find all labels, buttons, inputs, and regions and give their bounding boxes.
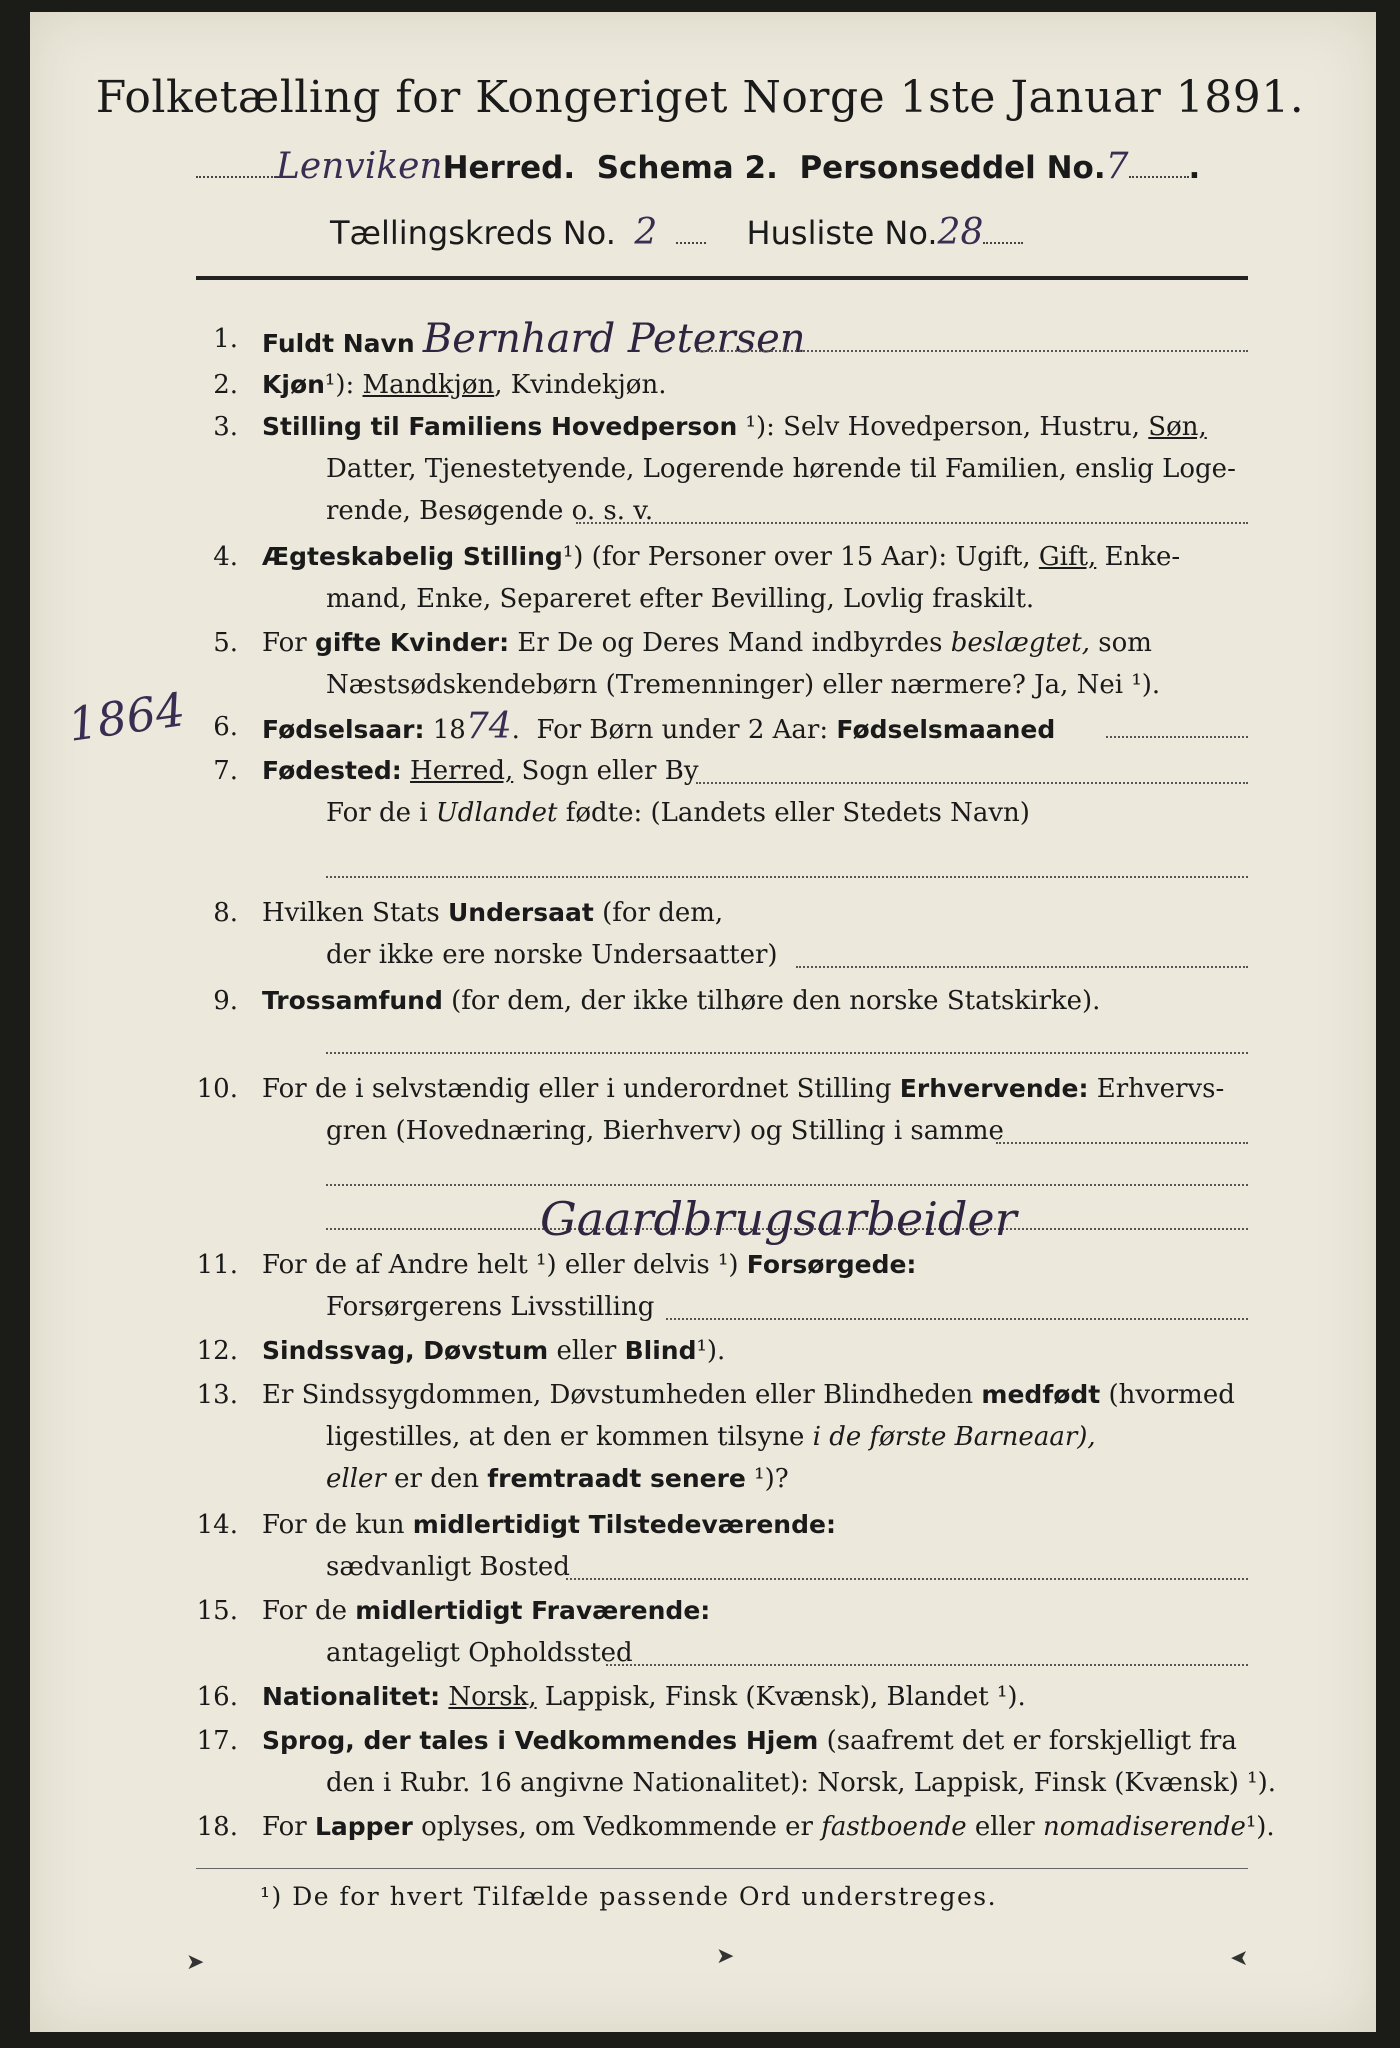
marital-status-options: (for Personer over 15 Aar): Ugift, (591, 542, 1031, 572)
presumed-location-label: antageligt Opholdssted (326, 1638, 633, 1668)
dotted-fill (326, 1052, 1248, 1054)
birth-month-label: Fødselsmaaned (836, 715, 1056, 744)
item-number: 3. (213, 412, 238, 442)
birthplace-label: Fødested: (262, 756, 402, 785)
item-text: Er Sindssygdommen, Døvstumheden eller Blindheden (262, 1380, 974, 1410)
dotted-fill (606, 1664, 1248, 1666)
item-text: oplyses, om Vedkommende er (421, 1812, 813, 1842)
item-text: ligestilles, at den er kommen tilsyne (326, 1422, 805, 1452)
marital-status-options-b: Enke- (1104, 542, 1181, 572)
footnote-divider (196, 1868, 1248, 1869)
corner-mark-icon: ➤ (716, 1944, 735, 1969)
nationality-selected: Norsk, (448, 1682, 537, 1712)
birthplace-selected: Herred, (410, 756, 514, 786)
language-options: den i Rubr. 16 angivne Nationalitet): Norsk, Lappisk, Finsk (Kvænsk) ¹). (326, 1768, 1277, 1798)
item-text: (for dem, der ikke tilhøre den norske Statskirke). (451, 986, 1101, 1016)
occupation-question-cont: gren (Hovednæring, Bierhverv) og Stilling i samme (326, 1116, 1004, 1146)
herred-label: Herred. (442, 150, 576, 186)
dotted-leader (1129, 176, 1189, 178)
item-number: 7. (213, 756, 238, 786)
birth-year-prefix: 18 (432, 715, 466, 745)
item-number: 6. (213, 712, 238, 742)
footnote-marker: ¹). (696, 1336, 726, 1366)
kreds-label: Tællingskreds No. (330, 214, 616, 252)
item-number: 2. (213, 370, 238, 400)
form-subheader: LenvikenHerred. Schema 2. Personseddel No.7 . (196, 146, 1200, 187)
item-number: 10. (196, 1074, 238, 1104)
kreds-number: 2 (634, 212, 658, 253)
footnote-marker: ¹). (1245, 1812, 1275, 1842)
corner-mark-icon: ➤ (1230, 1946, 1249, 1971)
item-text: (hvormed (1108, 1380, 1235, 1410)
item-text-italic: i de første Barneaar), (812, 1422, 1096, 1452)
item-number: 4. (213, 542, 238, 572)
occupation-label: Erhvervende: (899, 1074, 1089, 1103)
item-text-italic: fastboende (821, 1812, 967, 1842)
personseddel-number: 7 (1105, 146, 1129, 187)
husliste-number: 28 (937, 212, 984, 253)
dotted-leader (983, 242, 1023, 244)
item-text: For de i selvstændig eller i underordnet Stilling (262, 1074, 892, 1104)
birth-year-label: Fødselsaar: (262, 715, 425, 744)
family-position-selected: Søn, (1148, 412, 1207, 442)
item-text: Hvilken Stats (262, 898, 440, 928)
marital-status-options-cont: mand, Enke, Separeret efter Bevilling, Lovlig fraskilt. (326, 584, 1035, 614)
footnote-marker: ¹)? (754, 1464, 789, 1494)
dotted-fill (996, 1142, 1248, 1144)
full-name-label: Fuldt Navn (262, 329, 415, 358)
citizenship-label: Undersaat (447, 898, 594, 927)
item-text-italic: nomadiserende (1043, 1812, 1246, 1842)
item-text: er den (394, 1464, 479, 1494)
dotted-fill (326, 876, 1248, 878)
married-women-label: gifte Kvinder: (314, 628, 510, 657)
item-number: 14. (196, 1510, 238, 1540)
language-label: Sprog, der tales i Vedkommendes Hjem (262, 1726, 819, 1755)
nationality-label: Nationalitet: (262, 1682, 441, 1711)
dotted-leader (196, 176, 276, 178)
item-number: 5. (213, 628, 238, 658)
dependents-label: Forsørgede: (746, 1250, 917, 1279)
footnote-marker: ¹): (745, 412, 775, 442)
marital-status-label: Ægteskabelig Stilling (262, 542, 563, 571)
item-number: 18. (196, 1812, 238, 1842)
footnote-marker: ¹): (324, 370, 355, 400)
item-text-italic: Udlandet (435, 798, 558, 828)
family-position-options: Selv Hovedperson, Hustru, (783, 412, 1141, 442)
provider-occupation-label: Forsørgerens Livsstilling (326, 1292, 655, 1322)
dotted-leader (676, 242, 706, 244)
birthplace-options: Sogn eller By (521, 756, 699, 786)
item-number: 9. (213, 986, 238, 1016)
item-text: (for dem, (602, 898, 724, 928)
item-number: 15. (196, 1596, 238, 1626)
item-text: For de af Andre helt ¹) eller delvis ¹) (262, 1250, 739, 1280)
item-text: eller (556, 1336, 617, 1366)
sex-option-male-underlined: Mandkjøn (362, 370, 495, 400)
item-number: 8. (213, 898, 238, 928)
sex-option-female: , Kvindekjøn. (494, 370, 667, 400)
item-text: For de kun (262, 1510, 405, 1540)
disability-label: Sindssvag, Døvstum (262, 1336, 549, 1365)
marital-status-selected: Gift, (1038, 542, 1097, 572)
temporary-present-label: midlertidigt Tilstedeværende: (412, 1510, 836, 1539)
usual-residence-label: sædvanligt Bosted (326, 1552, 570, 1582)
item-text: For Børn under 2 Aar: (536, 715, 829, 745)
religion-label: Trossamfund (262, 986, 443, 1015)
dotted-fill (666, 1318, 1248, 1320)
citizenship-question-cont: der ikke ere norske Undersaatter) (326, 940, 778, 970)
item-text: For de (262, 1596, 347, 1626)
item-text-italic: eller (326, 1464, 386, 1494)
sex-label: Kjøn (262, 370, 325, 399)
birth-year-value: 74 (465, 706, 512, 747)
item-number: 12. (196, 1336, 238, 1366)
municipality-handwritten: Lenviken (276, 146, 443, 187)
nationality-options: Lappisk, Finsk (Kvænsk), Blandet ¹). (544, 1682, 1026, 1712)
family-position-options-end: rende, Besøgende o. s. v. (326, 496, 654, 526)
dotted-fill (566, 1578, 1248, 1580)
item-text: eller (974, 1812, 1035, 1842)
item-text: For de i (326, 798, 428, 828)
corner-mark-icon: ➤ (186, 1950, 205, 1975)
margin-note-handwritten: 1864 (64, 682, 189, 752)
item-number: 11. (196, 1250, 238, 1280)
form-title: Folketælling for Kongeriget Norge 1ste Januar 1891. (95, 72, 1305, 123)
header-rule (196, 276, 1248, 280)
family-position-options-cont: Datter, Tjenestetyende, Logerende hørende til Familien, enslig Loge- (326, 454, 1236, 484)
item-text: Erhvervs- (1096, 1074, 1225, 1104)
item-text: fødte: (Landets eller Stedets Navn) (565, 798, 1030, 828)
footnote: ¹) De for hvert Tilfælde passende Ord understreges. (260, 1882, 998, 1911)
item-text: For (262, 628, 307, 658)
item-number: 13. (196, 1380, 238, 1410)
item-text: (saafremt det er forskjelligt fra (826, 1726, 1237, 1756)
personseddel-label: Personseddel No. (799, 150, 1106, 186)
dotted-fill (696, 350, 1248, 352)
dotted-fill (576, 522, 1248, 524)
dotted-fill (796, 966, 1248, 968)
dotted-fill (1106, 736, 1248, 738)
schema-label: Schema 2. (596, 150, 778, 186)
footnote-marker: ¹) (562, 542, 584, 572)
dotted-fill (696, 782, 1248, 784)
occupation-value-handwritten: Gaardbrugsarbeider (540, 1192, 1017, 1246)
congenital-label: medfødt (981, 1380, 1101, 1409)
acquired-later-label: fremtraadt senere (487, 1464, 746, 1493)
item-text: som (1098, 628, 1152, 658)
sami-label: Lapper (314, 1812, 413, 1841)
full-name-value: Bernhard Petersen (422, 316, 806, 362)
dotted-fill (326, 1184, 1248, 1186)
temporary-absent-label: midlertidigt Fraværende: (355, 1596, 711, 1625)
item-text-italic: beslægtet, (950, 628, 1091, 658)
item-number: 17. (196, 1726, 238, 1756)
married-women-question-cont: Næstsødskendebørn (Tremenninger) eller nærmere? Ja, Nei ¹). (326, 670, 1161, 700)
item-text: Er De og Deres Mand indbyrdes (517, 628, 943, 658)
husliste-label: Husliste No. (746, 214, 938, 252)
form-kreds-line (330, 212, 1023, 253)
item-text: For (262, 1812, 307, 1842)
item-number: 16. (196, 1682, 238, 1712)
family-position-label: Stilling til Familiens Hovedperson (262, 412, 738, 441)
blind-label: Blind (624, 1336, 697, 1365)
item-number: 1. (213, 324, 238, 354)
